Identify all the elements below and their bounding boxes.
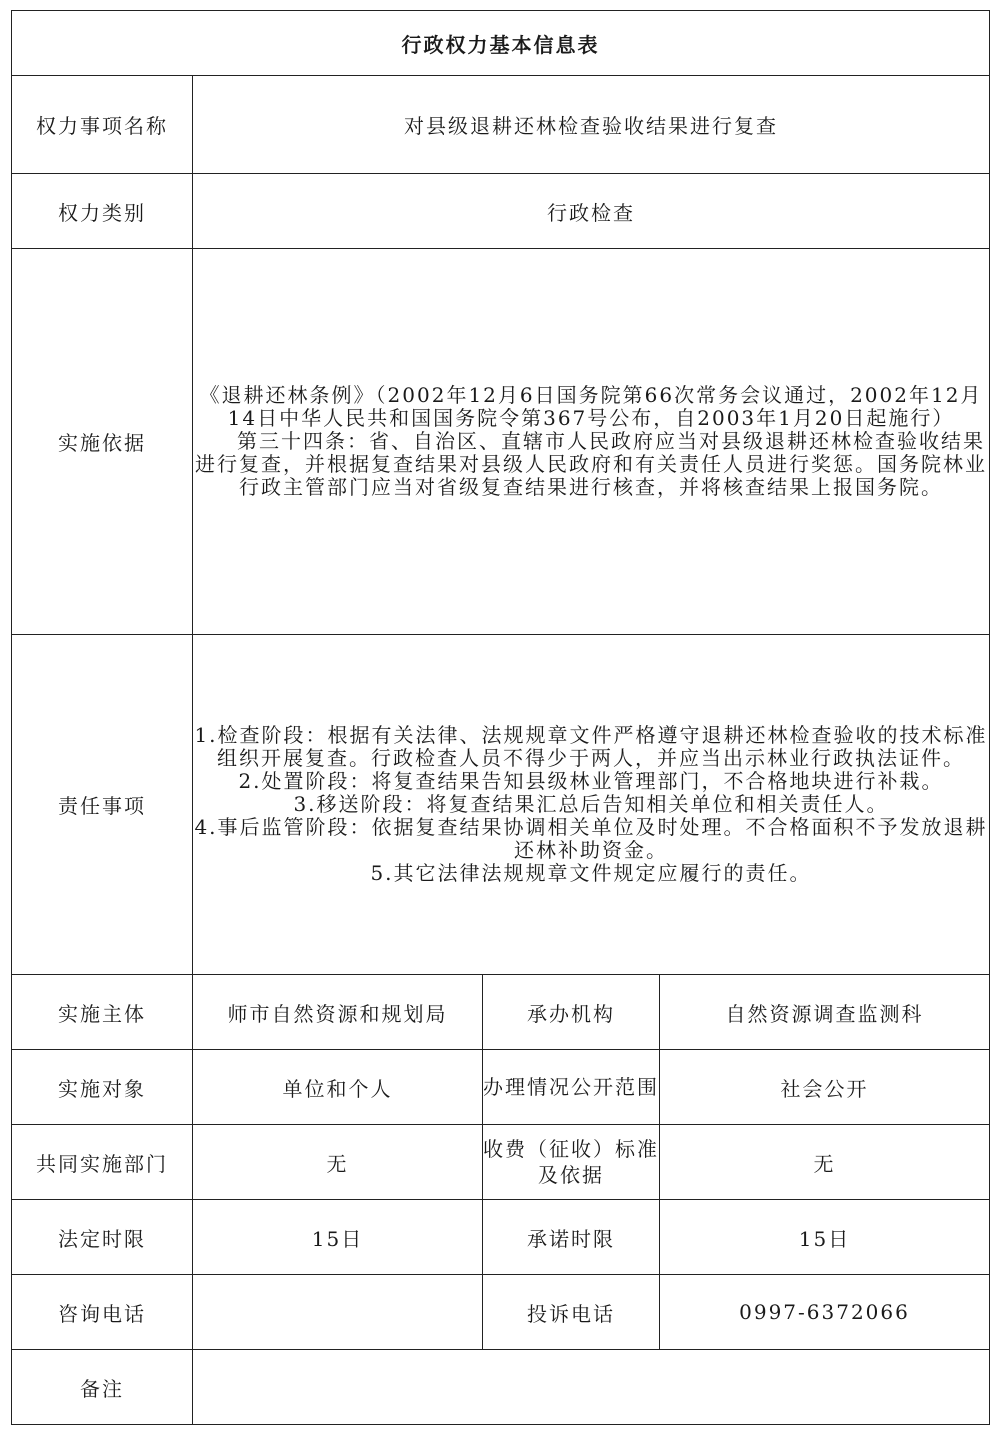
subject-label: 实施主体 — [12, 975, 193, 1050]
legal-time-limit-label: 法定时限 — [12, 1200, 193, 1275]
legal-time-limit-value: 15日 — [193, 1200, 483, 1275]
target-value: 单位和个人 — [193, 1050, 483, 1125]
info-table — [11, 10, 990, 1425]
basis-article: 第三十四条：省、自治区、直辖市人民政府应当对县级退耕还林检查验收结果进行复查，并根据复查结果对县级人民政府和有关责任人员进行奖惩。国务院林业行政主管部门应当对省级复查结果进行核查，并将核查结果上报国务院。 — [195, 429, 987, 499]
complaint-phone-value: 0997-6372066 — [660, 1275, 990, 1350]
page-title: 行政权力基本信息表 — [12, 11, 990, 76]
fee-standard-value: 无 — [660, 1125, 990, 1200]
promised-time-limit-value: 15日 — [660, 1200, 990, 1275]
promised-time-limit-label: 承诺时限 — [483, 1200, 660, 1275]
basis-label: 实施依据 — [12, 249, 193, 635]
power-name-label: 权力事项名称 — [12, 76, 193, 174]
basis-regulation: 《退耕还林条例》（2002年12月6日国务院第66次常务会议通过，2002年12月14日中华人民共和国国务院令第367号公布，自2003年1月20日起施行） — [199, 383, 983, 430]
basis-cell — [193, 249, 990, 635]
responsibility-item: 1.检查阶段：根据有关法律、法规规章文件严格遵守退耕还林检查验收的技术标准组织开展复查。行政检查人员不得少于两人，并应当出示林业行政执法证件。 — [194, 723, 988, 770]
consult-phone-label: 咨询电话 — [12, 1275, 193, 1350]
consult-phone-value — [193, 1275, 483, 1350]
joint-dept-value: 无 — [193, 1125, 483, 1200]
power-type-label: 权力类别 — [12, 174, 193, 249]
remarks-label: 备注 — [12, 1350, 193, 1425]
disclosure-scope-value: 社会公开 — [660, 1050, 990, 1125]
subject-value: 师市自然资源和规划局 — [193, 975, 483, 1050]
responsibility-item: 3.移送阶段：将复查结果汇总后告知相关单位和相关责任人。 — [293, 792, 889, 816]
handling-agency-value: 自然资源调查监测科 — [660, 975, 990, 1050]
responsibility-cell — [193, 635, 990, 975]
joint-dept-label: 共同实施部门 — [12, 1125, 193, 1200]
target-label: 实施对象 — [12, 1050, 193, 1125]
complaint-phone-label: 投诉电话 — [483, 1275, 660, 1350]
power-type-value: 行政检查 — [193, 174, 990, 249]
responsibility-item: 2.处置阶段：将复查结果告知县级林业管理部门，不合格地块进行补栽。 — [238, 769, 944, 793]
fee-standard-label: 收费（征收）标准及依据 — [483, 1125, 660, 1200]
responsibility-label: 责任事项 — [12, 635, 193, 975]
handling-agency-label: 承办机构 — [483, 975, 660, 1050]
responsibility-item: 5.其它法律法规规章文件规定应履行的责任。 — [370, 861, 812, 885]
responsibility-item: 4.事后监管阶段：依据复查结果协调相关单位及时处理。不合格面积不予发放退耕还林补助资金。 — [194, 815, 988, 862]
remarks-value — [193, 1350, 990, 1425]
disclosure-scope-label: 办理情况公开范围 — [483, 1050, 660, 1125]
power-name-value: 对县级退耕还林检查验收结果进行复查 — [193, 76, 990, 174]
